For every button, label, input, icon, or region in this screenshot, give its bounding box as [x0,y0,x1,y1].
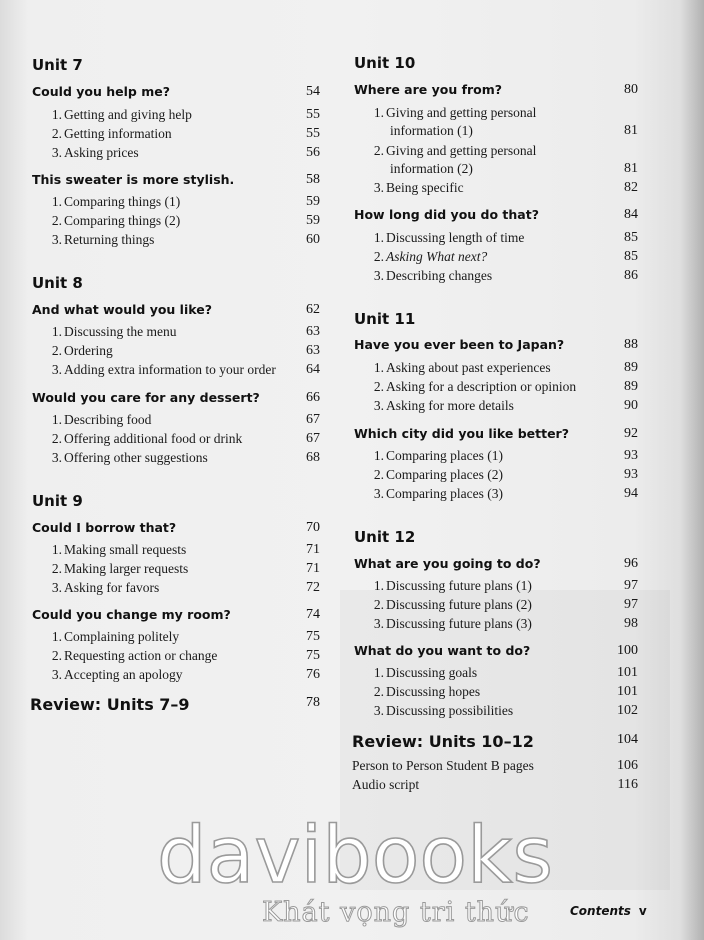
watermark-brand: davibooks [157,811,553,901]
item-title: Offering other suggestions [64,450,208,465]
page-number: 97 [624,597,638,612]
item-title: Ordering [64,343,113,358]
item-title: Offering additional food or drink [64,431,243,446]
item-title: Asking for more details [386,398,514,413]
page-number: 75 [306,629,320,644]
appendix-title: Audio script [352,777,420,792]
item-title: Getting information [64,126,172,141]
item-title: Asking What next? [386,249,488,264]
review-title: Review: Units 7–9 [30,695,190,714]
item-number: 2. [51,431,62,446]
page-number: 67 [306,431,320,446]
page-number: 101 [617,684,638,699]
toc-left-column [30,0,320,940]
item-number: 1. [373,105,384,120]
page-number: 81 [624,123,638,138]
page-number: 85 [624,249,638,264]
item-title: Accepting an apology [64,667,183,682]
item-number: 2. [51,213,62,228]
lesson-title: Could I borrow that? [32,520,177,535]
page-number: 90 [624,398,638,413]
item-title: Returning things [64,232,155,247]
unit-heading: Unit 12 [354,528,416,546]
item-number: 3. [373,398,384,413]
item-title: Describing food [64,412,152,427]
page-number: 97 [624,578,638,593]
item-number: 2. [373,684,384,699]
page-number: 63 [306,343,320,358]
item-title: Giving and getting personal [386,105,537,120]
item-number: 3. [373,703,384,718]
item-number: 3. [51,145,62,160]
page-number: 93 [624,448,638,463]
item-number: 2. [51,126,62,141]
page-number: 84 [624,207,638,222]
page-number: 59 [306,213,320,228]
lesson-title: Could you change my room? [32,607,231,622]
lesson-title: What are you going to do? [354,556,541,571]
page-number: 62 [306,302,320,317]
page-number: 89 [624,379,638,394]
item-title: Requesting action or change [64,648,218,663]
unit-heading: Unit 7 [32,56,83,74]
footer-page-number: v [638,904,647,918]
page-number: 59 [306,194,320,209]
item-title: Discussing length of time [386,230,525,245]
page-number: 93 [624,467,638,482]
item-number: 1. [51,412,62,427]
item-title: Discussing future plans (2) [386,597,532,612]
item-title: Comparing places (2) [386,467,503,482]
item-title: Making small requests [64,542,187,557]
page-number: 54 [306,84,320,99]
item-number: 3. [51,362,62,377]
item-number: 3. [51,580,62,595]
page-number: 55 [306,126,320,141]
item-number: 1. [373,230,384,245]
page-number: 66 [306,390,320,405]
page-number: 94 [624,486,638,501]
item-number: 2. [51,343,62,358]
page-number: 106 [617,758,638,773]
page-number: 104 [617,732,638,747]
item-number: 2. [373,467,384,482]
item-number: 1. [51,542,62,557]
unit-heading: Unit 9 [32,492,83,510]
item-number: 1. [51,324,62,339]
unit-heading: Unit 8 [32,274,83,292]
item-number: 3. [373,486,384,501]
page-footer [570,904,647,918]
item-title: Comparing places (1) [386,448,503,463]
item-title: Making larger requests [64,561,189,576]
davibooks-watermark-logo [155,800,555,910]
item-number: 2. [373,143,384,158]
item-title: Giving and getting personal [386,143,537,158]
page-number: 70 [306,520,320,535]
page-number: 63 [306,324,320,339]
page-number: 96 [624,556,638,571]
page-number: 100 [617,643,638,658]
page-number: 101 [617,665,638,680]
item-number: 3. [373,268,384,283]
page-number: 71 [306,561,320,576]
item-number: 2. [51,561,62,576]
item-title: Discussing goals [386,665,478,680]
item-title: Discussing future plans (3) [386,616,532,631]
page-number: 58 [306,172,320,187]
review-title: Review: Units 10–12 [352,732,534,751]
page-number: 92 [624,426,638,441]
lesson-title: What do you want to do? [354,643,531,658]
watermark-tagline: Khát vọng tri thức [262,897,530,928]
item-title: Discussing hopes [386,684,481,699]
page-number: 72 [306,580,320,595]
page-number: 74 [306,607,320,622]
lesson-title: Have you ever been to Japan? [354,337,565,352]
item-title: Asking for a description or opinion [386,379,577,394]
item-number: 1. [373,360,384,375]
item-number: 1. [51,194,62,209]
item-title: Asking about past experiences [386,360,551,375]
item-number: 2. [373,379,384,394]
page-number: 64 [306,362,320,377]
item-number: 3. [51,450,62,465]
item-title: Discussing the menu [64,324,177,339]
item-title: Getting and giving help [64,107,192,122]
page-number: 98 [624,616,638,631]
item-number: 1. [51,107,62,122]
page-number: 88 [624,337,638,352]
lesson-title: This sweater is more stylish. [32,172,235,187]
item-number: 1. [373,448,384,463]
item-title-continued: information (1) [390,123,473,138]
item-title: Discussing possibilities [386,703,514,718]
page-number: 89 [624,360,638,375]
page-number: 102 [617,703,638,718]
page-number: 56 [306,145,320,160]
page-number: 78 [306,695,320,710]
item-title: Comparing things (2) [64,213,181,228]
page-number: 85 [624,230,638,245]
item-number: 2. [373,597,384,612]
page-number: 86 [624,268,638,283]
item-number: 1. [51,629,62,644]
item-number: 3. [373,616,384,631]
item-title: Discussing future plans (1) [386,578,532,593]
item-title: Adding extra information to your order [64,362,276,377]
item-title: Describing changes [386,268,493,283]
page-number: 71 [306,542,320,557]
page-edge-shadow [680,0,704,940]
page-number: 81 [624,161,638,176]
item-number: 3. [51,232,62,247]
page-number: 80 [624,82,638,97]
item-number: 3. [373,180,384,195]
item-number: 3. [51,667,62,682]
item-title: Being specific [386,180,464,195]
item-title-continued: information (2) [390,161,473,176]
page-number: 60 [306,232,320,247]
page-number: 82 [624,180,638,195]
item-title: Asking for favors [64,580,160,595]
item-number: 2. [373,249,384,264]
page-number: 55 [306,107,320,122]
lesson-title: Which city did you like better? [354,426,569,441]
item-number: 2. [51,648,62,663]
unit-heading: Unit 11 [354,310,416,328]
footer-label: Contents [570,904,631,918]
lesson-title: Where are you from? [354,82,503,97]
page-number: 68 [306,450,320,465]
item-title: Complaining politely [64,629,180,644]
page-number: 116 [617,777,638,792]
item-title: Asking prices [64,145,139,160]
item-number: 1. [373,665,384,680]
page-number: 75 [306,648,320,663]
item-title: Comparing places (3) [386,486,503,501]
item-title: Comparing things (1) [64,194,181,209]
page-number: 67 [306,412,320,427]
lesson-title: And what would you like? [32,302,212,317]
appendix-title: Person to Person Student B pages [352,758,534,773]
lesson-title: How long did you do that? [354,207,539,222]
lesson-title: Could you help me? [32,84,170,99]
unit-heading: Unit 10 [354,54,416,72]
toc-right-column [352,0,638,940]
lesson-title: Would you care for any dessert? [32,390,260,405]
page-number: 76 [306,667,320,682]
item-number: 1. [373,578,384,593]
